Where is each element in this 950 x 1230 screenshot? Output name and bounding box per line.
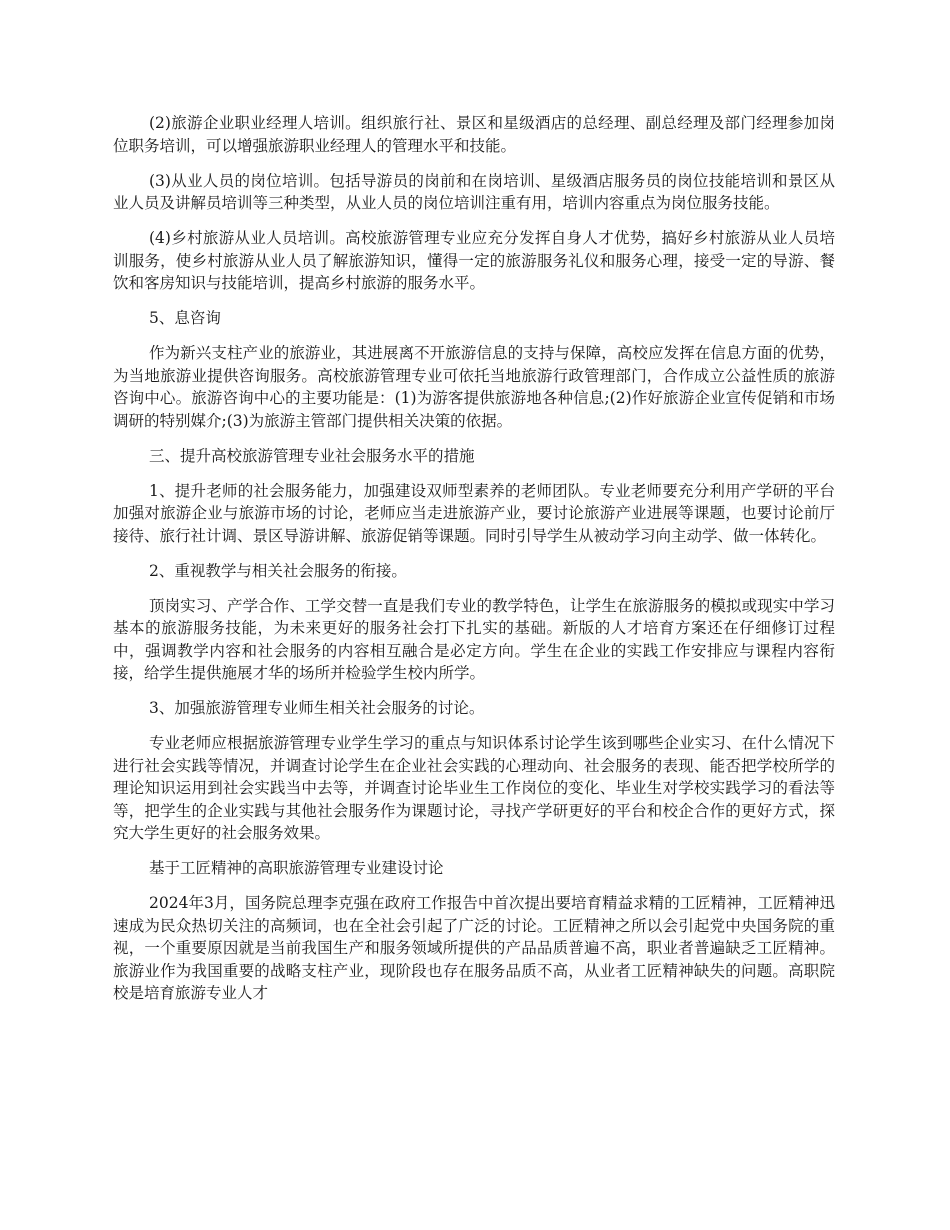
paragraph-research: 专业老师应根据旅游管理专业学生学习的重点与知识体系讨论学生该到哪些企业实习、在什么情况下进行社会实践等情况，并调查讨论学生在企业社会实践的心理动向、社会服务的表现、能否把学校所学的理论知识运用到社会实践当中去等，并调查讨论毕业生工作岗位的变化、毕业生对学校实践学习的看法等等，把学生的企业实践与其他社会服务作为课题讨论，寻找产学研更好的平台和校企合作的更好方式，探究大学生更好的社会服务效果。 (113, 734, 835, 842)
heading-craftsman-spirit: 基于工匠精神的高职旅游管理专业建设讨论 (149, 859, 444, 877)
paragraph-info-consulting: 作为新兴支柱产业的旅游业，其进展离不开旅游信息的支持与保障，高校应发挥在信息方面的优势，为当地旅游业提供咨询服务。高校旅游管理专业可依托当地旅游行政管理部门，合作成立公益性质的旅游咨询中心。旅游咨询中心的主要功能是：(1)为游客提供旅游地各种信息;(2)作好旅游企业宣传促销和市场调研的特别媒介;(3)为旅游主管部门提供相关决策的依据。 (113, 344, 835, 430)
paragraph-craftsman-spirit: 2024年3月，国务院总理李克强在政府工作报告中首次提出要培育精益求精的工匠精神，工匠精神迅速成为民众热切关注的高频词，也在全社会引起了广泛的讨论。工匠精神之所以会引起党中央国务院的重视，一个重要原因就是当前我国生产和服务领域所提供的产品品质普遍不高，职业者普遍缺乏工匠精神。旅游业作为我国重要的战略支柱产业，现阶段也存在服务品质不高，从业者工匠精神缺失的问题。高职院校是培育旅游专业人才 (113, 894, 835, 1002)
paragraph-teacher-ability: 1、提升老师的社会服务能力，加强建设双师型素养的老师团队。专业老师要充分利用产学研的平台加强对旅游企业与旅游市场的讨论，老师应当走进旅游产业，要讨论旅游产业进展等课题，也要讨论前厅接待、旅行社计调、景区导游讲解、旅游促销等课题。同时引导学生从被动学习向主动学、做一体转化。 (113, 481, 835, 545)
heading-research: 3、加强旅游管理专业师生相关社会服务的讨论。 (149, 699, 485, 717)
paragraph-staff-training: (3)从业人员的岗位培训。包括导游员的岗前和在岗培训、星级酒店服务员的岗位技能培训和景区从业人员及讲解员培训等三种类型，从业人员的岗位培训注重有用，培训内容重点为岗位服务技能。 (113, 171, 835, 212)
document-body (113, 112, 835, 1017)
heading-teaching-connection: 2、重视教学与相关社会服务的衔接。 (149, 561, 407, 580)
heading-section-three: 三、提升高校旅游管理专业社会服务水平的措施 (149, 446, 475, 465)
paragraph-teaching-connection: 顶岗实习、产学合作、工学交替一直是我们专业的教学特色，让学生在旅游服务的模拟或现实中学习基本的旅游服务技能，为未来更好的服务社会打下扎实的基础。新版的人才培育方案还在仔细修订过程中，强调教学内容和社会服务的内容相互融合是必定方向。学生在企业的实践工作安排应与课程内容衔接，给学生提供施展才华的场所并检验学生校内所学。 (113, 596, 835, 682)
heading-info-consulting: 5、息咨询 (149, 309, 221, 327)
paragraph-manager-training: (2)旅游企业职业经理人培训。组织旅行社、景区和星级酒店的总经理、副总经理及部门经理参加岗位职务培训，可以增强旅游职业经理人的管理水平和技能。 (113, 114, 835, 155)
paragraph-rural-training: (4)乡村旅游从业人员培训。高校旅游管理专业应充分发挥自身人才优势，搞好乡村旅游从业人员培训服务，使乡村旅游从业人员了解旅游知识，懂得一定的旅游服务礼仪和服务心理，接受一定的导游、餐饮和客房知识与技能培训，提高乡村旅游的服务水平。 (113, 229, 835, 292)
